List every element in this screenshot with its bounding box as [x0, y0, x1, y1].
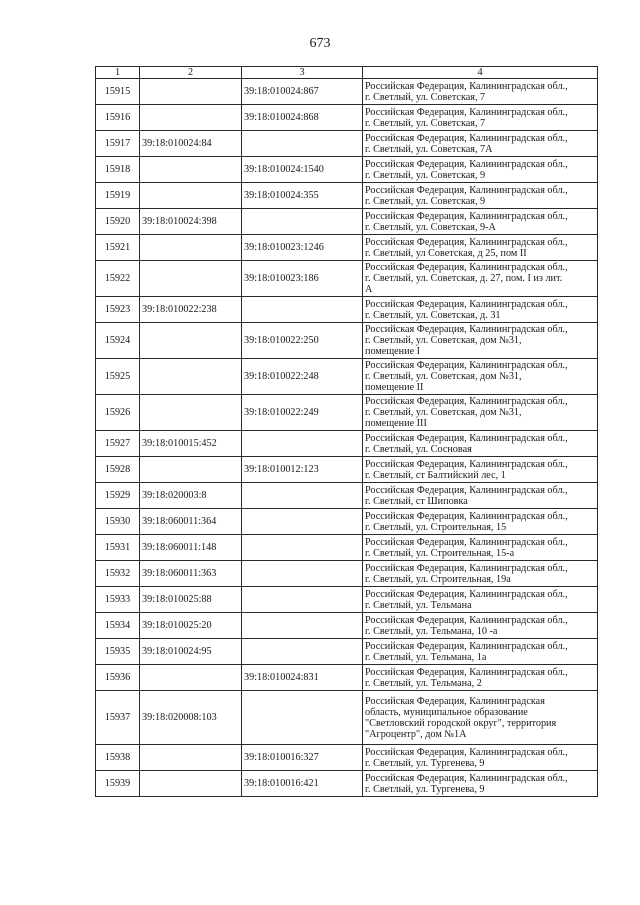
row-number: 15916: [96, 105, 140, 131]
table-row: [96, 431, 598, 457]
table-row: [96, 297, 598, 323]
column-header-2: 2: [140, 67, 242, 79]
land-cadastral-number: [140, 395, 242, 431]
address: Российская Федерация, Калининградская область, муниципальное образование "Светловский городской округ", территория "Агроцентр", дом №1А: [363, 691, 598, 745]
land-cadastral-number: 39:18:010022:238: [140, 297, 242, 323]
table-row: [96, 639, 598, 665]
building-cadastral-number: 39:18:010012:123: [242, 457, 363, 483]
building-cadastral-number: 39:18:010016:327: [242, 745, 363, 771]
building-cadastral-number: 39:18:010024:355: [242, 183, 363, 209]
building-cadastral-number: [242, 639, 363, 665]
building-cadastral-number: [242, 509, 363, 535]
building-cadastral-number: 39:18:010016:421: [242, 771, 363, 797]
table-row: [96, 323, 598, 359]
building-cadastral-number: 39:18:010024:867: [242, 79, 363, 105]
address: Российская Федерация, Калининградская обл., г. Светлый, ул. Советская, 9: [363, 157, 598, 183]
table-row: [96, 665, 598, 691]
row-number: 15924: [96, 323, 140, 359]
row-number: 15936: [96, 665, 140, 691]
building-cadastral-number: [242, 587, 363, 613]
header-row: [96, 67, 598, 79]
table-row: [96, 771, 598, 797]
address: Российская Федерация, Калининградская обл., г. Светлый, ул. Тургенева, 9: [363, 771, 598, 797]
address: Российская Федерация, Калининградская обл., г. Светлый, ул. Советская, 7: [363, 105, 598, 131]
row-number: 15938: [96, 745, 140, 771]
row-number: 15921: [96, 235, 140, 261]
land-cadastral-number: 39:18:010025:20: [140, 613, 242, 639]
land-cadastral-number: [140, 771, 242, 797]
address: Российская Федерация, Калининградская обл., г. Светлый, ст Шиповка: [363, 483, 598, 509]
address: Российская Федерация, Калининградская обл., г. Светлый, ул. Советская, 7: [363, 79, 598, 105]
row-number: 15933: [96, 587, 140, 613]
address: Российская Федерация, Калининградская обл., г. Светлый, ул. Советская, 7А: [363, 131, 598, 157]
table-row: [96, 613, 598, 639]
address: Российская Федерация, Калининградская обл., г. Светлый, ул. Советская, д. 31: [363, 297, 598, 323]
address: Российская Федерация, Калининградская обл., г. Светлый, ул. Советская, дом №31, помещение III: [363, 395, 598, 431]
row-number: 15925: [96, 359, 140, 395]
address: Российская Федерация, Калининградская обл., г. Светлый, ул. Строительная, 19а: [363, 561, 598, 587]
land-cadastral-number: [140, 323, 242, 359]
row-number: 15930: [96, 509, 140, 535]
column-header-3: 3: [242, 67, 363, 79]
address: Российская Федерация, Калининградская обл., г. Светлый, ул. Тельмана, 2: [363, 665, 598, 691]
address: Российская Федерация, Калининградская обл., г. Светлый, ул. Сосновая: [363, 431, 598, 457]
land-cadastral-number: [140, 457, 242, 483]
row-number: 15932: [96, 561, 140, 587]
building-cadastral-number: [242, 561, 363, 587]
land-cadastral-number: 39:18:020003:8: [140, 483, 242, 509]
building-cadastral-number: [242, 131, 363, 157]
land-cadastral-number: 39:18:060011:363: [140, 561, 242, 587]
table-row: [96, 395, 598, 431]
address: Российская Федерация, Калининградская обл., г. Светлый, ул. Советская, д. 27, пом. I из лит. А: [363, 261, 598, 297]
land-cadastral-number: 39:18:010025:88: [140, 587, 242, 613]
table-row: [96, 691, 598, 745]
land-cadastral-number: 39:18:010015:452: [140, 431, 242, 457]
table-row: [96, 105, 598, 131]
table-row: [96, 209, 598, 235]
building-cadastral-number: 39:18:010023:186: [242, 261, 363, 297]
table-row: [96, 79, 598, 105]
land-cadastral-number: [140, 745, 242, 771]
row-number: 15919: [96, 183, 140, 209]
table-row: [96, 561, 598, 587]
building-cadastral-number: 39:18:010024:868: [242, 105, 363, 131]
row-number: 15923: [96, 297, 140, 323]
building-cadastral-number: [242, 613, 363, 639]
row-number: 15920: [96, 209, 140, 235]
building-cadastral-number: [242, 483, 363, 509]
building-cadastral-number: [242, 297, 363, 323]
land-cadastral-number: [140, 665, 242, 691]
building-cadastral-number: 39:18:010024:831: [242, 665, 363, 691]
address: Российская Федерация, Калининградская обл., г. Светлый, ул. Строительная, 15: [363, 509, 598, 535]
address: Российская Федерация, Калининградская обл., г. Светлый, ул. Тельмана, 1а: [363, 639, 598, 665]
land-cadastral-number: 39:18:010024:95: [140, 639, 242, 665]
row-number: 15937: [96, 691, 140, 745]
table-row: [96, 157, 598, 183]
land-cadastral-number: 39:18:060011:364: [140, 509, 242, 535]
address: Российская Федерация, Калининградская обл., г. Светлый, ул. Советская, дом №31, помещение II: [363, 359, 598, 395]
address: Российская Федерация, Калининградская обл., г. Светлый, ул. Советская, дом №31, помещение I: [363, 323, 598, 359]
building-cadastral-number: [242, 535, 363, 561]
column-header-1: 1: [96, 67, 140, 79]
address: Российская Федерация, Калининградская обл., г. Светлый, ст Балтийский лес, 1: [363, 457, 598, 483]
land-cadastral-number: [140, 79, 242, 105]
address: Российская Федерация, Калининградская обл., г. Светлый, ул. Строительная, 15-а: [363, 535, 598, 561]
table-row: [96, 261, 598, 297]
table-row: [96, 509, 598, 535]
table-row: [96, 587, 598, 613]
row-number: 15927: [96, 431, 140, 457]
address: Российская Федерация, Калининградская обл., г. Светлый, ул Советская, д 25, пом II: [363, 235, 598, 261]
building-cadastral-number: 39:18:010022:248: [242, 359, 363, 395]
row-number: 15934: [96, 613, 140, 639]
building-cadastral-number: 39:18:010022:250: [242, 323, 363, 359]
land-cadastral-number: [140, 105, 242, 131]
row-number: 15922: [96, 261, 140, 297]
land-cadastral-number: 39:18:010024:84: [140, 131, 242, 157]
land-cadastral-number: [140, 235, 242, 261]
table-row: [96, 457, 598, 483]
table-row: [96, 131, 598, 157]
land-cadastral-number: [140, 183, 242, 209]
row-number: 15926: [96, 395, 140, 431]
table-row: [96, 483, 598, 509]
registry-table: [95, 66, 598, 797]
column-header-4: 4: [363, 67, 598, 79]
land-cadastral-number: [140, 359, 242, 395]
building-cadastral-number: 39:18:010024:1540: [242, 157, 363, 183]
table-row: [96, 745, 598, 771]
table-body: [96, 79, 598, 797]
address: Российская Федерация, Калининградская обл., г. Светлый, ул. Советская, 9-А: [363, 209, 598, 235]
land-cadastral-number: 39:18:020008:103: [140, 691, 242, 745]
row-number: 15928: [96, 457, 140, 483]
building-cadastral-number: 39:18:010022:249: [242, 395, 363, 431]
table-row: [96, 183, 598, 209]
land-cadastral-number: [140, 261, 242, 297]
row-number: 15915: [96, 79, 140, 105]
land-cadastral-number: 39:18:010024:398: [140, 209, 242, 235]
building-cadastral-number: [242, 691, 363, 745]
row-number: 15929: [96, 483, 140, 509]
address: Российская Федерация, Калининградская обл., г. Светлый, ул. Тельмана: [363, 587, 598, 613]
row-number: 15931: [96, 535, 140, 561]
page-number: 673: [309, 36, 331, 51]
address: Российская Федерация, Калининградская обл., г. Светлый, ул. Тургенева, 9: [363, 745, 598, 771]
row-number: 15918: [96, 157, 140, 183]
row-number: 15935: [96, 639, 140, 665]
building-cadastral-number: [242, 431, 363, 457]
table-row: [96, 359, 598, 395]
row-number: 15917: [96, 131, 140, 157]
table-row: [96, 535, 598, 561]
address: Российская Федерация, Калининградская обл., г. Светлый, ул. Тельмана, 10 -а: [363, 613, 598, 639]
land-cadastral-number: [140, 157, 242, 183]
row-number: 15939: [96, 771, 140, 797]
address: Российская Федерация, Калининградская обл., г. Светлый, ул. Советская, 9: [363, 183, 598, 209]
building-cadastral-number: [242, 209, 363, 235]
table-row: [96, 235, 598, 261]
land-cadastral-number: 39:18:060011:148: [140, 535, 242, 561]
building-cadastral-number: 39:18:010023:1246: [242, 235, 363, 261]
